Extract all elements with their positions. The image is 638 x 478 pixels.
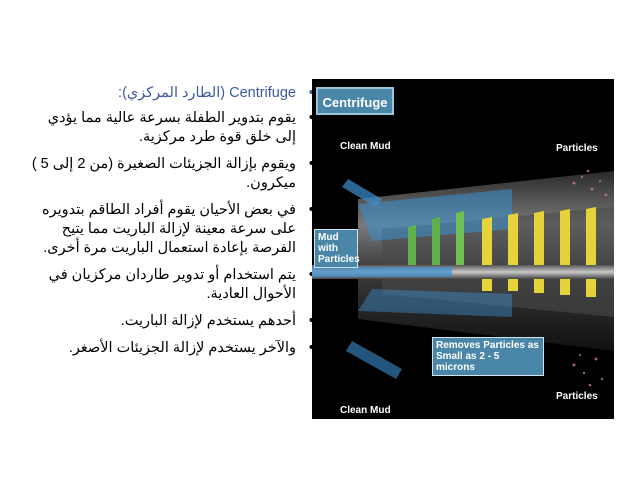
clean-mud-top-label: Clean Mud bbox=[340, 141, 391, 152]
particles-top-label: Particles bbox=[556, 143, 598, 154]
diagram-title: Centrifuge bbox=[316, 87, 394, 115]
title-arabic: (الطارد المركزي): bbox=[118, 85, 226, 101]
bullet-item: • يتم استخدام أو تدوير طاردان مركزيان في الأحوال العادية. bbox=[28, 266, 310, 304]
centrifuge-diagram bbox=[312, 79, 614, 419]
title-english: Centrifuge bbox=[229, 85, 296, 101]
removes-particles-label: Removes Particles as Small as 2 - 5 microns bbox=[432, 337, 544, 376]
particles-bottom-label: Particles bbox=[556, 391, 598, 402]
bullet-item: • في بعض الأحيان يقوم أفراد الطاقم بتدويره على سرعة معينة لإزالة الباريت مما يتيح الفرصة بإعادة استعمال الباريت مرة أخرى. bbox=[28, 201, 310, 258]
mud-with-particles-label: Mud with Particles bbox=[314, 229, 358, 268]
bullet-list bbox=[28, 84, 310, 366]
bullet-item: • والآخر يستخدم لإزالة الجزيئات الأصغر. bbox=[28, 339, 310, 358]
bullet-title bbox=[28, 84, 310, 103]
clean-mud-bottom-label: Clean Mud bbox=[340, 405, 391, 416]
bullet-item: • أحدهم يستخدم لإزالة الباريت. bbox=[28, 312, 310, 331]
bullet-item: • ويقوم بإزالة الجزيئات الصغيرة (من 2 إلى 5 ) ميكرون. bbox=[28, 155, 310, 193]
bullet-item: • يقوم بتدوير الطفلة بسرعة عالية مما يؤدي إلى خلق قوة طرد مركزية. bbox=[28, 109, 310, 147]
